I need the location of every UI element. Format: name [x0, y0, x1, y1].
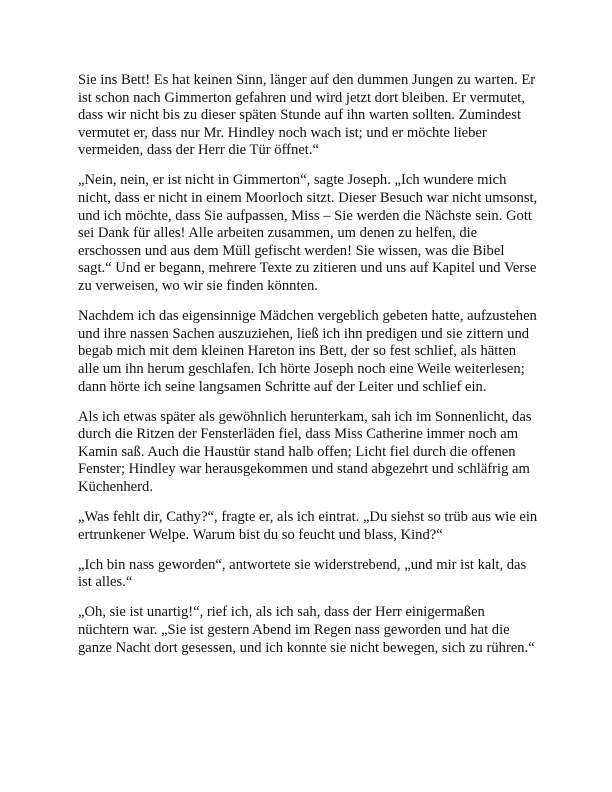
- paragraph-4: Als ich etwas später als gewöhnlich herunterkam, sah ich im Sonnenlicht, das durch die Ritzen der Fensterläden fiel, dass Miss Catherine immer noch am Kamin saß. Auch die Haustür stand halb offen; Licht fiel durch die offenen Fenster; Hindley war herausgekommen und stand abgezehrt und schläfrig am Küchenherd.: [78, 408, 532, 495]
- paragraph-5: „Was fehlt dir, Cathy?“, fragte er, als ich eintrat. „Du siehst so trüb aus wie ein ertrunkener Welpe. Warum bist du so feucht und blass, Kind?“: [78, 509, 538, 543]
- paragraph-7: „Oh, sie ist unartig!“, rief ich, als ich sah, dass der Herr einigermaßen nüchtern war. „Sie ist gestern Abend im Regen nass geworden und hat die ganze Nacht dort gesessen, und ich konnte sie nicht bewegen, sich zu rühren.“: [78, 604, 535, 656]
- paragraph-2: „Nein, nein, er ist nicht in Gimmerton“, sagte Joseph. „Ich wundere mich nicht, dass er nicht in einem Moorloch sitzt. Dieser Besuch war nicht umsonst, und ich möchte, dass Sie aufpassen, Miss – Sie werden die Nächste sein. Gott sei Dank für alles! Alle arbeiten zusammen, um denen zu helfen, die erschossen und aus dem Müll gefischt werden! Sie wissen, was die Bibel sagt.“ Und er begann, mehrere Texte zu zitieren und uns auf Kapitel und Verse zu verweisen, wo wir sie finden könnten.: [78, 172, 538, 295]
- paragraph-1: Sie ins Bett! Es hat keinen Sinn, länger auf den dummen Jungen zu warten. Er ist schon nach Gimmerton gefahren und wird jetzt dort bleiben. Er vermutet, dass wir nicht bis zu dieser späten Stunde auf ihn warten sollten. Zumindest vermutet er, dass nur Mr. Hindley noch wach ist; und er möchte lieber vermeiden, dass der Herr die Tür öffnet.“: [78, 72, 536, 159]
- paragraph-3: Nachdem ich das eigensinnige Mädchen vergeblich gebeten hatte, aufzustehen und ihre nassen Sachen auszuziehen, ließ ich ihn predigen und sie zittern und begab mich mit dem kleinen Hareton ins Bett, der so fest schlief, als hätten alle um ihn herum geschlafen. Ich hörte Joseph noch eine Weile weiterlesen; dann hörte ich seine langsamen Schritte auf der Leiter und schlief ein.: [78, 308, 537, 395]
- document-page: [78, 72, 538, 670]
- paragraph-6: „Ich bin nass geworden“, antwortete sie widerstrebend, „und mir ist kalt, das ist alles.“: [78, 556, 527, 591]
